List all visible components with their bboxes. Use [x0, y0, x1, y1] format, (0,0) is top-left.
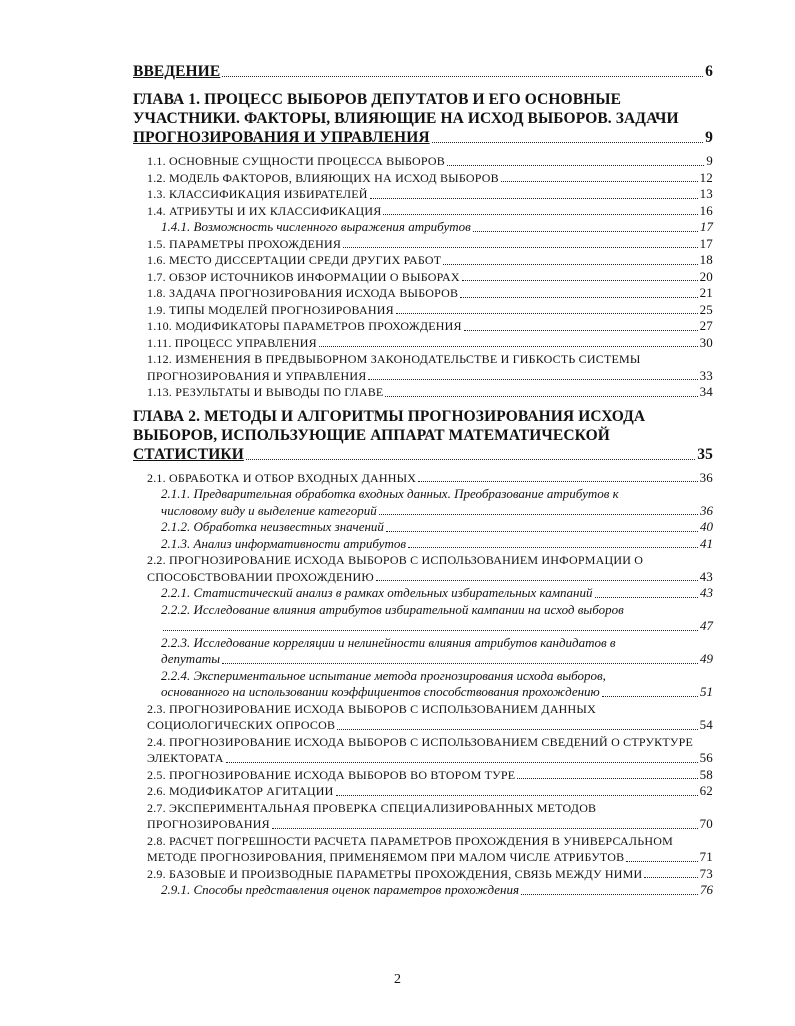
toc-entry-page: 17 — [700, 219, 713, 234]
toc-entry[interactable] — [147, 186, 713, 203]
chapter-title-line: ГЛАВА 2. МЕТОДЫ И АЛГОРИТМЫ ПРОГНОЗИРОВАНИЯ ИСХОДА — [133, 407, 646, 425]
dot-leader — [408, 547, 698, 548]
toc-entry-label: 1.7. ОБЗОР ИСТОЧНИКОВ ИНФОРМАЦИИ О ВЫБОРАХ — [147, 269, 460, 284]
toc-entry-page: 9 — [705, 129, 713, 146]
toc-subentry[interactable] — [161, 219, 713, 236]
chapter-title-line: ПРОГНОЗИРОВАНИЯ И УПРАВЛЕНИЯ — [133, 129, 430, 146]
dot-leader — [370, 198, 698, 199]
toc-entry[interactable] — [147, 351, 713, 384]
dot-leader — [644, 877, 697, 878]
dot-leader — [501, 181, 698, 182]
toc-entry-page: 35 — [697, 445, 713, 463]
dot-leader — [376, 580, 698, 581]
dot-leader — [396, 313, 698, 314]
dot-leader — [464, 330, 698, 331]
toc-entry-label: 1.8. ЗАДАЧА ПРОГНОЗИРОВАНИЯ ИСХОДА ВЫБОРОВ — [147, 286, 459, 300]
dot-leader — [460, 297, 697, 298]
toc-entry-page: 76 — [700, 882, 713, 897]
toc-entry-page: 30 — [699, 334, 713, 350]
dot-leader — [385, 396, 697, 397]
toc-entry-label: 1.11. ПРОЦЕСС УПРАВЛЕНИЯ — [147, 335, 317, 350]
toc-entry-page: 43 — [699, 568, 713, 584]
toc-entry[interactable] — [147, 552, 713, 585]
toc-entry-page: 36 — [699, 469, 713, 485]
toc-chapter-2[interactable] — [133, 407, 713, 464]
toc-entry[interactable] — [147, 734, 713, 767]
dot-leader — [319, 346, 698, 347]
dot-leader — [368, 379, 697, 380]
toc-entry-label: 2.2.2. Исследование влияния атрибутов избирательной кампании на исход выборов — [161, 601, 624, 617]
toc-entry[interactable] — [147, 153, 713, 170]
toc-entry-label: 1.3. КЛАССИФИКАЦИЯ ИЗБИРАТЕЛЕЙ — [147, 187, 368, 201]
toc-entry-page: 51 — [700, 684, 713, 699]
dot-leader — [462, 280, 698, 281]
dot-leader — [521, 894, 698, 895]
toc-entry-page: 62 — [699, 783, 713, 798]
toc-entry-label: ЭЛЕКТОРАТА — [147, 751, 224, 765]
toc-entry-label: СПОСОБСТВОВАНИИ ПРОХОЖДЕНИЮ — [147, 569, 374, 584]
toc-entry-page: 56 — [699, 750, 713, 765]
toc-entry[interactable] — [147, 800, 713, 833]
toc-entry-page: 12 — [699, 169, 713, 185]
toc-entry-page: 9 — [706, 153, 713, 168]
dot-leader — [379, 514, 698, 515]
toc-entry-label: 2.9.1. Способы представления оценок параметров прохождения — [161, 882, 520, 897]
toc-entry[interactable] — [147, 701, 713, 734]
toc-entry-page: 58 — [699, 766, 713, 782]
toc-entry-page: 17 — [699, 235, 713, 251]
toc-entry-label: ВВЕДЕНИЕ — [133, 63, 221, 80]
dot-leader — [447, 165, 704, 166]
toc-entry-page: 34 — [699, 384, 713, 399]
dot-leader — [383, 214, 697, 215]
toc-entry-label: 1.13. РЕЗУЛЬТАТЫ И ВЫВОДЫ ПО ГЛАВЕ — [147, 385, 384, 399]
toc-entry-page: 73 — [699, 865, 713, 881]
toc-entry-label: 2.2.1. Статистический анализ в рамках отдельных избирательных кампаний — [161, 585, 593, 600]
toc-entry[interactable] — [147, 866, 713, 883]
dot-leader — [443, 264, 697, 265]
toc-entry-page: 21 — [699, 285, 713, 300]
dot-leader — [473, 231, 698, 232]
toc-entry-label: 1.10. МОДИФИКАТОРЫ ПАРАМЕТРОВ ПРОХОЖДЕНИЯ — [147, 319, 462, 333]
toc-entry-label: 1.9. ТИПЫ МОДЕЛЕЙ ПРОГНОЗИРОВАНИЯ — [147, 302, 394, 317]
toc-entry[interactable] — [147, 302, 713, 319]
dot-leader — [222, 76, 703, 77]
toc-entry-page: 36 — [700, 502, 713, 518]
toc-entry[interactable] — [147, 783, 713, 800]
toc-entry[interactable] — [147, 170, 713, 187]
toc-entry-page: 47 — [700, 618, 713, 633]
dot-leader — [517, 778, 697, 779]
toc-entry-page: 6 — [705, 63, 713, 80]
toc-entry-page: 27 — [699, 318, 713, 333]
toc-entry-label: 1.6. МЕСТО ДИССЕРТАЦИИ СРЕДИ ДРУГИХ РАБОТ — [147, 253, 442, 267]
toc-entry-page: 16 — [699, 202, 713, 218]
dot-leader — [626, 861, 697, 862]
toc-entry-label: 2.6. МОДИФИКАТОР АГИТАЦИИ — [147, 784, 334, 798]
toc-entry-label: 1.1. ОСНОВНЫЕ СУЩНОСТИ ПРОЦЕССА ВЫБОРОВ — [147, 154, 445, 168]
toc-entry[interactable] — [147, 269, 713, 286]
dot-leader — [432, 142, 703, 143]
toc-entry-label: 1.5. ПАРАМЕТРЫ ПРОХОЖДЕНИЯ — [147, 236, 342, 251]
toc-entry-page: 13 — [699, 186, 713, 201]
toc-entry-page: 71 — [699, 849, 713, 864]
chapter-title-line: СТАТИСТИКИ — [133, 445, 244, 463]
toc-subentry[interactable] — [161, 635, 713, 668]
toc-entry-label: 2.7. ЭКСПЕРИМЕНТАЛЬНАЯ ПРОВЕРКА СПЕЦИАЛИЗИРОВАННЫХ МЕТОДОВ — [147, 800, 597, 815]
dot-leader — [336, 795, 698, 796]
toc-entry-page: 25 — [699, 301, 713, 317]
toc-chapter-1[interactable] — [133, 90, 713, 147]
toc-entry-label: 2.1.1. Предварительная обработка входных данных. Преобразование атрибутов к — [161, 486, 619, 501]
toc-entry[interactable] — [147, 236, 713, 253]
toc-subentry[interactable] — [161, 668, 713, 701]
toc-entry[interactable] — [147, 833, 713, 866]
dot-leader — [595, 597, 699, 598]
toc-entry-label: 2.3. ПРОГНОЗИРОВАНИЕ ИСХОДА ВЫБОРОВ С ИСПОЛЬЗОВАНИЕМ ДАННЫХ — [147, 701, 596, 716]
toc-entry-page: 40 — [700, 519, 713, 534]
toc-subentry[interactable] — [161, 882, 713, 899]
toc-entry-page: 18 — [699, 252, 713, 267]
page-number: 2 — [394, 972, 401, 987]
toc-entry-label: числовому виду и выделение категорий — [161, 502, 377, 518]
toc-subentry[interactable] — [161, 519, 713, 536]
dot-leader — [386, 531, 698, 532]
toc-entry-page: 33 — [699, 367, 713, 383]
chapter-title-line: ВЫБОРОВ, ИСПОЛЬЗУЮЩИЕ АППАРАТ МАТЕМАТИЧЕСКОЙ — [133, 426, 610, 444]
toc-entry[interactable] — [147, 470, 713, 487]
toc-entry-label: 1.4. АТРИБУТЫ И ИХ КЛАССИФИКАЦИЯ — [147, 203, 382, 218]
toc-entry[interactable] — [147, 252, 713, 269]
dot-leader — [602, 696, 698, 697]
toc-entry[interactable] — [147, 767, 713, 784]
toc-entry[interactable] — [147, 384, 713, 401]
toc-entry-label: 2.4. ПРОГНОЗИРОВАНИЕ ИСХОДА ВЫБОРОВ С ИСПОЛЬЗОВАНИЕМ СВЕДЕНИЙ О СТРУКТУРЕ — [147, 734, 693, 749]
toc-entry-label: МЕТОДЕ ПРОГНОЗИРОВАНИЯ, ПРИМЕНЯЕМОМ ПРИ МАЛОМ ЧИСЛЕ АТРИБУТОВ — [147, 850, 625, 864]
toc-entry-page: 41 — [700, 535, 713, 551]
chapter-title-line: ГЛАВА 1. ПРОЦЕСС ВЫБОРОВ ДЕПУТАТОВ И ЕГО ОСНОВНЫЕ — [133, 91, 622, 108]
chapter-title-line: УЧАСТНИКИ. ФАКТОРЫ, ВЛИЯЮЩИЕ НА ИСХОД ВЫБОРОВ. ЗАДАЧИ — [133, 110, 679, 127]
toc-entry[interactable] — [147, 285, 713, 302]
toc-entry-page: 43 — [700, 585, 713, 600]
toc-entry-label: 2.5. ПРОГНОЗИРОВАНИЕ ИСХОДА ВЫБОРОВ ВО ВТОРОМ ТУРЕ — [147, 767, 516, 782]
toc-entry-label: ПРОГНОЗИРОВАНИЯ — [147, 817, 270, 831]
dot-leader — [246, 459, 695, 460]
toc-entry-page: 49 — [700, 651, 713, 666]
toc-entry-label: 2.1.3. Анализ информативности атрибутов — [161, 535, 406, 551]
toc-entry-label: 1.2. МОДЕЛЬ ФАКТОРОВ, ВЛИЯЮЩИХ НА ИСХОД ВЫБОРОВ — [147, 170, 499, 185]
dot-leader — [418, 481, 697, 482]
dot-leader — [163, 630, 698, 631]
toc-entry-intro[interactable] — [133, 62, 713, 81]
toc-entry-page: 70 — [699, 816, 713, 831]
toc-entry[interactable] — [147, 335, 713, 352]
toc-entry-label: депутаты — [161, 651, 221, 666]
toc-entry-label: 2.1. ОБРАБОТКА И ОТБОР ВХОДНЫХ ДАННЫХ — [147, 470, 417, 485]
toc-entry-label: 2.2.4. Экспериментальное испытание метода прогнозирования исхода выборов, — [161, 667, 606, 683]
dot-leader — [226, 762, 698, 763]
toc-entry-label: 1.12. ИЗМЕНЕНИЯ В ПРЕДВЫБОРНОМ ЗАКОНОДАТЕЛЬСТВЕ И ГИБКОСТЬ СИСТЕМЫ — [147, 352, 641, 366]
toc-entry-label: 2.9. БАЗОВЫЕ И ПРОИЗВОДНЫЕ ПАРАМЕТРЫ ПРОХОЖДЕНИЯ, СВЯЗЬ МЕЖДУ НИМИ — [147, 866, 643, 881]
toc-entry-page: 54 — [699, 717, 713, 732]
toc-entry-label: 2.2. ПРОГНОЗИРОВАНИЕ ИСХОДА ВЫБОРОВ С ИСПОЛЬЗОВАНИЕМ ИНФОРМАЦИИ О — [147, 553, 644, 567]
toc-entry-label: СОЦИОЛОГИЧЕСКИХ ОПРОСОВ — [147, 718, 336, 732]
dot-leader — [337, 729, 697, 730]
toc-entry[interactable] — [147, 203, 713, 220]
dot-leader — [222, 663, 698, 664]
toc-entry-label: основанного на использовании коэффициентов способствования прохождению — [161, 684, 600, 699]
dot-leader — [272, 828, 698, 829]
toc-subentry[interactable] — [161, 536, 713, 553]
toc-subentry[interactable] — [161, 602, 713, 635]
table-of-contents — [133, 62, 713, 899]
toc-entry-label: ПРОГНОЗИРОВАНИЯ И УПРАВЛЕНИЯ — [147, 368, 367, 383]
toc-entry-label: 2.1.2. Обработка неизвестных значений — [161, 519, 384, 534]
toc-subentry[interactable] — [161, 486, 713, 519]
toc-entry-page: 20 — [699, 268, 713, 284]
toc-subentry[interactable] — [161, 585, 713, 602]
toc-entry-label: 2.8. РАСЧЕТ ПОГРЕШНОСТИ РАСЧЕТА ПАРАМЕТРОВ ПРОХОЖДЕНИЯ В УНИВЕРСАЛЬНОМ — [147, 833, 673, 848]
toc-entry-label: 1.4.1. Возможность численного выражения атрибутов — [161, 219, 471, 234]
toc-entry[interactable] — [147, 318, 713, 335]
dot-leader — [343, 247, 698, 248]
toc-entry-label: 2.2.3. Исследование корреляции и нелинейности влияния атрибутов кандидатов в — [161, 634, 616, 650]
